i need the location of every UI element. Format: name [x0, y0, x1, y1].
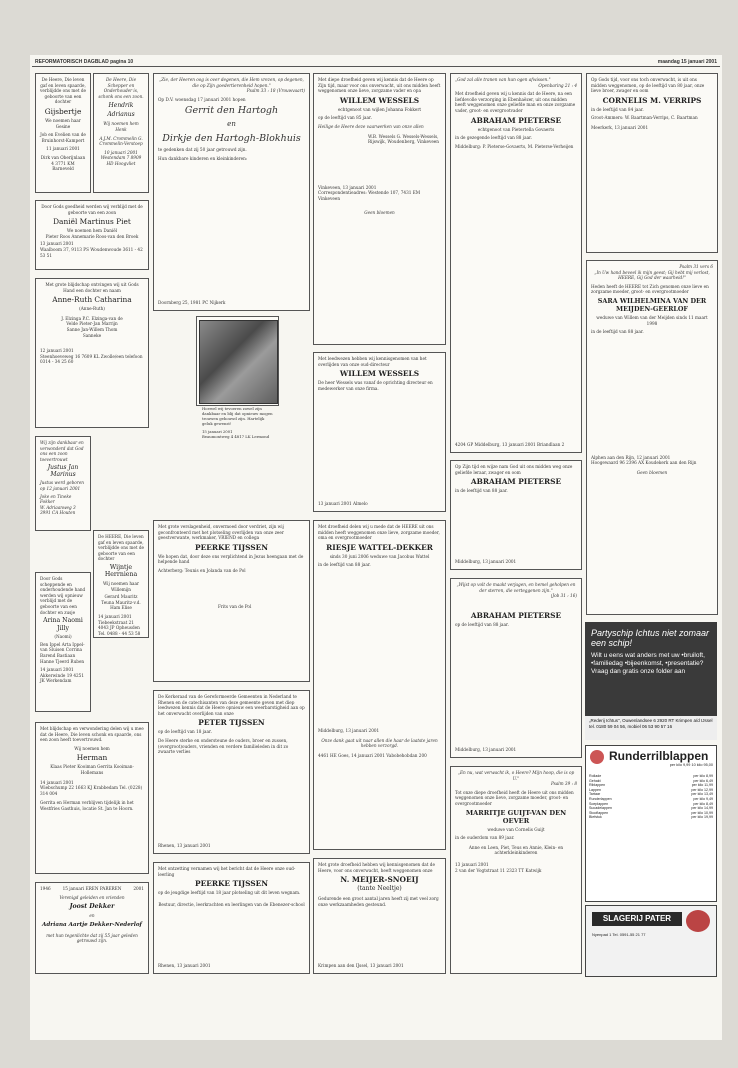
ad-name: ABRAHAM PIETERSE: [470, 477, 562, 487]
ad-nickname: (Anne-Ruth): [79, 306, 105, 312]
ad-text: De Heere, Die leven gaf en leven spaarde, verblijdde ons met de geboorte van een dochter: [40, 77, 86, 105]
ad-gerrit: [153, 73, 310, 311]
ad-date: Middelburg, 13 januari 2001: [455, 559, 517, 565]
ad-reference: Psalm 39 : 8: [550, 781, 577, 787]
runder-item-price: per kilo 8,99: [693, 774, 713, 778]
ad-text: We noemen haar Gesine: [45, 117, 81, 129]
ad-quote: „Wijst op volt de maakt verjagen, en hemel geholpen en der sterren, die verteggenen zijn.": [456, 582, 576, 593]
photo-children: [199, 320, 278, 404]
ad-text: Wij noemen hem: [74, 745, 110, 751]
ad-family: Hun dankbare kinderen en kleinkinderen:: [158, 155, 248, 161]
ad-text: Joke en Tineke Fokker: [40, 493, 72, 505]
ad-text: in de ouderdom van 89 jaar.: [455, 835, 515, 841]
ad-name: Daniël Martinus Piet: [53, 217, 131, 227]
runder-item: Stooflappen: [589, 810, 609, 815]
ad-quote: „God zal alle tranen van hun ogen afwissen.": [455, 77, 551, 82]
ad-anneruth: [35, 278, 149, 428]
ad-text: Frits van de Pol: [218, 603, 252, 609]
ad-text: Wij noemen hem Henk: [103, 121, 139, 132]
ad-text: Op Gods tijd, voor ons toch onverwacht, is uit ons midden weggenomen, op de leeftijd van 80 jaar, onze lieve broer, zwager en oom: [591, 77, 705, 94]
ad-family: W.B. Wessels G. Wessels-Wessels, Rijswijk, Woudenberg, Vinkeveen: [368, 133, 439, 145]
ad-name: MARRITJE GUIJT-VAN DEN OEVER: [465, 808, 567, 825]
ad-name: Anne-Ruth Catharina: [52, 295, 132, 305]
runder-item: Gehakt: [589, 778, 601, 783]
ad-text: Bestuur, directie, leerkrachten en leerlingen van de Ebenezer-school: [158, 901, 305, 907]
ad-abraham1: [450, 73, 582, 453]
ad-text: Wij noemen haar Willemijn: [102, 580, 140, 592]
ad-date: 13 januari 2001 Almelo: [318, 501, 368, 507]
ad-name: ABRAHAM PIETERSE: [470, 610, 562, 620]
header-left: REFORMATORISCH DAGBLAD pagina 10: [35, 59, 134, 65]
runder-item: Soeplappen: [589, 801, 609, 806]
ad-text: op de leeftijd van 18 jaar.: [158, 729, 212, 735]
ad-text: in de gezegende leeftijd van 88 jaar.: [455, 135, 532, 141]
ad-name: Joost Dekker: [69, 903, 115, 911]
promo-partyschip: [585, 622, 717, 740]
ad-text: De Heere sterke en ondersteune de ouders, broer en zussen, (overgroot)ouders, vrienden en verdere familieleden in dit zo zwaarte verlies: [158, 737, 289, 755]
ad-text: op de leeftijd van 88 jaar.: [455, 621, 509, 627]
ad-text: in de leeftijd van 84 jaar.: [591, 106, 644, 112]
ad-text: in de leeftijd van 88 jaar.: [318, 562, 371, 568]
runder-item: Tartaar: [589, 792, 601, 797]
ad-peerke: [153, 520, 310, 682]
runder-item-price: per kilo 8,49: [693, 801, 713, 806]
ad-text: Job en Evelien van de Bruinhorst-Kampert: [40, 132, 86, 143]
ad-text: te gedenken dat zij 50 jaar getrouwd zijn.: [158, 147, 247, 153]
ad-date: 14 januari 2001: [40, 667, 74, 673]
ad-family: Anne en Leen, Piet, Teus en Annie, Klein- en achterkleinkinderen: [468, 844, 564, 856]
ad-address: Steenhoeveweg 16 7609 KL Zwolle/een telefoon 0314 - 34 25 60: [40, 353, 143, 365]
ad-name: Gijsbertje: [44, 106, 82, 116]
runder-item-price: per kilo 12,99: [691, 787, 713, 792]
ad-gijsbertje: [35, 73, 91, 193]
ad-name: Dirkje den Hartogh-Blokhuis: [162, 133, 301, 145]
header-rule: [32, 66, 720, 67]
ad-text: weduwe van Cornelis Guijt: [487, 826, 545, 832]
ad-text: op de jeugdige leeftijd van 18 jaar plotseling uit dit leven wegnam.: [158, 890, 301, 896]
runder-item-price: per kilo 13,49: [691, 792, 713, 797]
ad-address: Wiebschump 22 1663 KJ Krabbedam Tel. (0228) 314 004: [40, 785, 143, 796]
ad-text: Justus werd geboren op 12 januari 2001: [40, 480, 84, 491]
ad-name: Herman: [76, 753, 108, 763]
ad-date: 14 januari 2001: [98, 613, 132, 619]
ad-date: Meerkerk, 13 januari 2001: [591, 124, 649, 130]
ad-herman: [35, 722, 149, 874]
ad-address: 2 van der Vogtstraat 11 2323 TT Katwijk: [455, 867, 542, 873]
ad-quote: Heilige de Heere deze vaarwerken van onze allen: [318, 123, 424, 129]
ad-text: Met droefheid geven wij u kennis dat de Heere, na een liefdevolle verzorging in Ebenhaëzer, uit ons midden heeft weggenomen onze geliefde man en onze zorgzame vader, groot- en overgrootvader: [455, 91, 576, 113]
ad-text: Verenigd geleiden en vrienden: [59, 894, 125, 900]
ad-text: met hun tegenlichte dat zij 55 jaar geleden getrouwd zijn.: [46, 932, 138, 944]
runder-item-price: per kilo 19,99: [691, 815, 713, 820]
ad-address: Hoogewaard 96 2396 AX Koudekerk aan den Rijn: [591, 460, 697, 466]
runder-item-price: per kilo 10,99: [691, 810, 713, 815]
runder-item: Rollade: [589, 774, 602, 778]
ad-text: Hoewel wij tevoeren zowel zijn dankbaar en blij dat opnieuw mogen trouwen gehouwd zijn. Hartelijk geluk gewenst!: [202, 406, 273, 426]
ad-abraham3: [450, 578, 582, 758]
ad-wijntje: [93, 530, 149, 638]
ad-name: WILLEM WESSELS: [339, 95, 420, 105]
ad-note: Geen bloemen: [364, 209, 395, 215]
runder-price-row: [589, 815, 713, 820]
ad-name: RIESJE WATTEL-DEKKER: [326, 542, 433, 552]
runder-item: Runderlappen: [589, 796, 612, 801]
runder-item: Sucadelappen: [589, 806, 612, 811]
ad-willem: [313, 73, 446, 345]
ad-family: Middelburg: P. Pieterse-Govaerts, M. Pieterse-Verheijen: [455, 143, 574, 149]
ad-text: Door Gods scheppende en onderhoudende hand werden wij opnieuw verblijd met de geboorte van een dochter en zusje: [40, 576, 86, 615]
runder-item: Lappen: [589, 787, 601, 792]
ad-text: Door Gods goedheid werden wij verblijd met de geboorte van een zoon: [41, 204, 143, 215]
header-right: maandag 15 januari 2001: [657, 59, 717, 65]
ad-address: 4461 HE Goes, 14 januari 2001 Vabobehobdan 200: [318, 752, 427, 758]
runder-title: Runderrilblappen: [609, 749, 709, 763]
ad-date: 15 januari 2001: [202, 429, 233, 434]
ad-peter2: [153, 690, 310, 854]
ad-nickname: (Naomi): [54, 634, 72, 640]
ad-quote: „En nu, wat verwacht ik, o Heere? Mijn hoop, die is op U.": [457, 770, 575, 781]
ad-text: Met blijdschap en verwondering delen wij u mee dat de Heere, Die leven schonk en spaarde, ons een zoon heeft toevertrouwd.: [40, 726, 144, 743]
ad-text: en: [227, 120, 236, 129]
ad-note: Geen bloemen: [636, 469, 668, 475]
ad-text: Heden heeft de HEERE tot Zich genomen onze lieve en zorgzame moeder, groot- en overgrootmoeder: [591, 283, 709, 295]
ad-address: Akkerwinde 19 4251 JK Werkendam: [40, 672, 85, 684]
ad-peerke2: [153, 862, 310, 974]
ad-text: Met leedwezen hebben wij kennisgenomen van het overlijden van onze oud-directeur: [318, 356, 427, 367]
ad-name: N. MEIJER-SNOEIJ: [340, 875, 419, 885]
ad-name: Adriana Aartje Dekker-Nederlof: [42, 921, 142, 928]
ad-text: sinds 30 juni 2006 weduwe van Jacobus Wattel: [329, 553, 430, 559]
ad-text: Op D.V. woensdag 17 januari 2001 hopen: [158, 96, 246, 102]
ad-text: Met diepe droefheid geven wij kennis dat de Heere op Zijn tijd, maar voor ons onverwacht, uit ons midden heeft weggenomen onze lieve, zorgzame vader en opa: [318, 77, 441, 94]
ad-text: Tot onze diepe droefheid heeft de Heere uit ons midden weggenomen onze lieve, zorgzame moeder, groot- en overgrootmoeder: [455, 789, 574, 806]
runder-item-price: per kilo 6,49: [693, 778, 713, 783]
ad-name: PETER TIJSSEN: [198, 718, 265, 728]
ad-text: op de leeftijd van 85 jaar.: [318, 115, 372, 121]
ad-quote: „Zie, der Heeren oog is over degenen, die Hem vrezen, op degenen, die op Zijn goedertierenheid hopen.": [159, 77, 304, 88]
ad-date: 15 januari EREN PAREREN: [62, 886, 122, 891]
ad-date: Vinkeveen, 13 januari 2001: [318, 184, 377, 190]
ad-parents: Gerard Mauritz Teuna Mauritz-v.d. Ham Elise: [101, 594, 141, 611]
ad-family: Achterberg: Teunis en Jolanda van de Pol: [158, 567, 246, 573]
ad-willem2: [313, 352, 446, 512]
ad-reference: Psalm 31 vers 6: [679, 264, 713, 269]
ad-slagerij-pater: [585, 905, 717, 977]
ad-text: en: [89, 913, 95, 919]
ad-family: Groot-Ammers: W. Baartman-Verrips, C. Baartman: [591, 115, 698, 121]
ad-date: 13 januari 2001: [40, 241, 74, 247]
ad-text: De Heere, Die Schepper en Onderhouder is, schonk ons een zoon.: [98, 77, 144, 99]
ad-sara: [586, 260, 718, 615]
ad-name: (tante Neeltje): [357, 885, 402, 893]
ad-text: We noemen hem Daniël: [66, 228, 118, 234]
ad-parents: A.J.M. Crommelin G. Crommelin-Verstoep: [99, 135, 143, 147]
ad-name: SARA WILHELMINA VAN DER MEIJDEN-GEERLOF: [597, 296, 707, 313]
ad-date: 12 januari 2001: [40, 348, 74, 354]
ad-parents: Klaas Pieter Kooiman Gerrita Kooiman-Hollemans: [50, 764, 134, 775]
ad-text: weduwe van Willem van der Meijden sinds 11 maart 1998: [596, 314, 708, 326]
ad-text: Met grote droefheid hebben wij kennisgenomen dat de Heere, voor ons onverwacht, heeft weggenomen onze: [318, 862, 435, 873]
ad-text: Op Zijn tijd en wijze nam God uit ons midden weg onze geliefde leraar, zwager en oom: [455, 464, 573, 475]
ad-text: Met droefheid delen wij u mede dat de HEERE uit ons midden heeft weggenomen onze lieve, zorgzame moeder, oma en overgrootmoeder: [318, 524, 440, 541]
ad-text: De heer Wessels was vanaf de oprichting directeur en medewerker van onze firma.: [318, 380, 433, 391]
ad-quote: „In Uw hand beveel ik mijn geest; Gij hebt mij verlost, HEERE, Gij God der waarheid!": [594, 269, 710, 281]
ad-parents: Pieter Roos Annemarie Roos-van den Broek: [45, 233, 139, 239]
runder-item: Biefstuk: [589, 815, 602, 820]
runder-item-price: per kilo 11,99: [691, 783, 713, 788]
ad-name: Justus Jan Marinus: [47, 464, 79, 479]
slager-logo: SLAGERIJ PATER: [592, 912, 682, 926]
ad-marritje: [450, 766, 582, 974]
ad-address: Dirk van Oberijnlaan 4 3771 KM Barneveld: [40, 154, 86, 172]
ad-name: Gerrit den Hartogh: [184, 105, 279, 117]
runder-item-price: per kilo 14,99: [691, 806, 713, 811]
ad-note: Onze dank gaat uit naar allen die haar de laatste jaren hebben verzorgd.: [321, 737, 438, 749]
ad-date: Krimpen aan den IJssel, 13 januari 2001: [318, 963, 404, 969]
ad-photo-caption: [198, 403, 277, 469]
ad-reference: Openbaring 21 : 4: [538, 82, 577, 88]
ad-name: CORNELIS M. VERRIPS: [602, 95, 702, 105]
ad-address: W. Adriaanweg 3 3991 CA Houten: [40, 504, 76, 516]
ad-hendrik: [93, 73, 149, 193]
ad-arina: [35, 572, 91, 712]
ad-address: Westendam 7 8909 HD Hoogvliet: [100, 155, 142, 166]
runder-item-price: per kilo 9,49: [693, 796, 713, 801]
ad-name: Arina Naomi Jilly: [43, 617, 83, 632]
ad-text: Met ontzetting vernamen wij het bericht dat de Heere onze oud-leerling: [158, 866, 296, 877]
ad-text: in de leeftijd van 88 jaar.: [591, 329, 644, 335]
ad-name: Hendrik Adrianus: [107, 102, 135, 119]
ad-text: De Kerkeraad van de Gereformeerde Gemeenten in Nederland te Rhenen en de catechisanten van deze gemeente geven met diep leedwezen kennis dat de Heere opnieuw een weerbarstigheid aan op het onverwacht overlijden van onze: [158, 694, 305, 716]
ad-text: De HEERE, Die leven gaf en leven spaarde, verblijdde ons met de geboorte van een dochter: [98, 534, 144, 562]
ad-date: 13 januari 2001: [455, 861, 489, 867]
promo-text: Wilt u eens wat anders met uw •bruiloft, •familiedag •bijeenkomst, •presentatie? Vraag dan gratis onze folder aan: [591, 652, 705, 675]
ad-family: J. Elzinga P.C. Elzinga-van de Velde Pieter-Jan Marrijn Sanne Jan-Willem Thom Sanneke: [61, 315, 123, 338]
ad-text: We hopen dat, door deze ons verplichtend in Jezus heengaan met de helpende hand: [158, 553, 304, 565]
ad-riesje: [313, 520, 446, 850]
ad-date: Middelburg, 13 januari 2001: [455, 747, 517, 753]
ad-name: PEERKE TIJSSEN: [195, 542, 268, 552]
ad-text: echtgenoot van wijlen Johanna Fokkert: [337, 106, 422, 112]
ad-address: Beaumontweg 4 4817 LK Lermond: [202, 434, 270, 439]
ad-date: Doornberg 25, 1981 PC Nijkerk: [158, 300, 226, 306]
ad-text: in de leeftijd van 88 jaar.: [455, 488, 508, 494]
ad-date: 14 januari 2001: [40, 779, 74, 785]
ad-date: 10 januari 2001: [104, 149, 138, 155]
pig-icon: [686, 910, 710, 932]
ad-address: Waalboom 37, 9113 PS Woudenwoude 3611 - 42 53 51: [40, 246, 143, 258]
ad-note: Gerrita en Herman verblijven tijdelijk in het Westfries Gasthuis, locatie St. Jan te Hoorn.: [40, 800, 134, 811]
ad-text: Gedurende een groot aantal jaren heeft zij met veel zorg onze werkzaamheden gesteund.: [318, 896, 439, 907]
runder-item: Riblappen: [589, 783, 606, 788]
ad-reference: Psalm 33 : 18 (Vrouwvaart): [246, 88, 305, 94]
pig-icon: [590, 750, 604, 764]
ad-date: 11 januari 2001: [46, 146, 80, 152]
ad-name: PEERKE TIJSSEN: [195, 879, 268, 889]
ad-address: Correspondentieadres: Westende 107, 7431 EM Vinkeveen: [318, 190, 421, 201]
ad-address: Tiebeekstraat 21 4043 JP Opheusden Tel. 0488 - 44 53 58: [98, 619, 141, 636]
ad-date: Alphen aan den Rijn, 12 januari 2001: [591, 454, 671, 460]
ad-meijer: [313, 858, 446, 974]
ad-name: ABRAHAM PIETERSE: [470, 115, 562, 125]
promo-title: Partyschip Ichtus niet zomaar een schip!: [591, 628, 710, 648]
runder-price-list: [589, 774, 713, 820]
ad-name: WILLEM WESSELS: [339, 369, 420, 379]
ad-text: Met grote verslagenheid, onvermoed door verdriet, zijn wij geconfronteerd met het plotseling overlijden van onze zeer geestverwante, werkmaker, VRIEND en collega: [158, 524, 284, 541]
ad-abraham2: [450, 460, 582, 570]
ad-daniel: [35, 200, 149, 270]
ad-family: Ben Ippel Arta Ippel-van Sluisen Corrina Barend Bastiaan Hanne Tjeerd Ruben: [40, 641, 85, 664]
ad-joost: [35, 882, 149, 974]
ad-date: 2001: [133, 886, 144, 891]
ad-date: 1946: [40, 886, 51, 891]
ad-dates: [40, 886, 144, 892]
ad-text: Met grote blijdschap ontvingen wij uit Gods Hand een dochter en naam: [45, 282, 139, 293]
runder-price: per kilo 9,99 10 kilo 95,00: [669, 763, 713, 767]
ad-date: Rhenen, 13 januari 2001: [158, 843, 211, 849]
ad-justus: [35, 436, 91, 531]
ad-reference: (Job 31 : 16): [550, 593, 577, 599]
ad-date: 4204 GP Middelburg, 13 januari 2001 Briandlaan 2: [455, 442, 565, 448]
promo-contact: „Rederij Ichtus", Ouwenlandsee 6 2920 RT Krimpen a/d IJssel tel. 0180 59 04 56, mobiel 06 53 90 57 16: [585, 716, 717, 740]
ad-cornelis: [586, 73, 718, 253]
ad-name: Wijntje Herrniena: [104, 563, 138, 579]
ad-text: Wij zijn dankbaar en verwonderd dat God ons een zoon toevertrouwt: [40, 440, 84, 462]
ad-date: Middelburg, 13 januari 2001: [318, 727, 380, 733]
ad-text: echtgenoot van Pietertella Govaerts: [477, 126, 555, 132]
slager-address: Nyenpad 1 Tel. 0591-55 21 77: [592, 932, 646, 937]
ad-date: Rhenen, 13 januari 2001: [158, 963, 211, 969]
ad-runderrilblappen: [585, 745, 717, 902]
